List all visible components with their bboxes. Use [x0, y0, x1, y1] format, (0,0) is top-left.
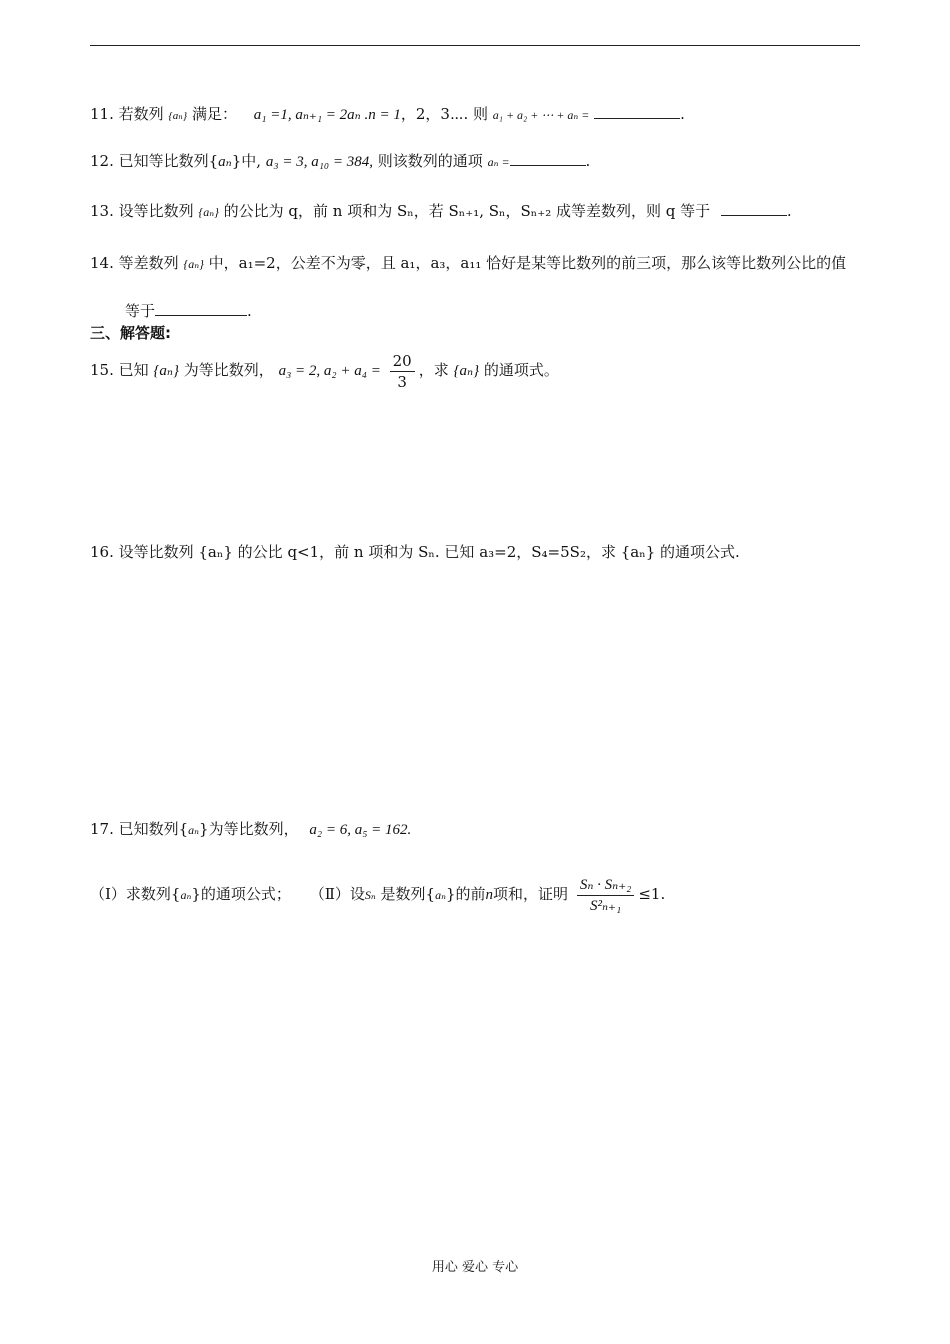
q14-text: 中，a₁=2，公差不为零，且 a₁，a₃，a₁₁ 恰好是某等比数列的前三项，那么该等比数列公比的值 [208, 254, 847, 272]
q12-term: aₙ = [487, 155, 510, 169]
q12-answer-blank [510, 151, 586, 166]
q15-fraction: $\frac{20}{3}$ [390, 351, 415, 392]
q13-text: 的公比为 q，前 n 项和为 Sₙ，若 Sₙ₊₁, Sₙ，Sₙ₊₂ 成等差数列，则 q 等于 [223, 202, 711, 220]
q13-answer-blank [721, 201, 787, 216]
section-heading: 三、解答题: [90, 324, 171, 342]
q11-sum: a₁ + a₂ + ⋯ + aₙ = [492, 108, 590, 122]
page-footer: 用心 爱心 专心 [431, 1260, 519, 1275]
q11-prefix: 11. 若数列 [90, 105, 164, 123]
question-11: 11. 若数列 {aₙ} 满足： a₁ =1, aₙ₊₁ = 2aₙ .n = 1，2，3⋯. 则 a₁ + a₂ + ⋯ + aₙ = . [90, 105, 685, 123]
question-13: 13. 设等比数列 {aₙ} 的公比为 q，前 n 项和为 Sₙ，若 Sₙ₊₁, Sₙ，Sₙ₊₂ 成等差数列，则 q 等于 . [90, 202, 792, 220]
q12-formula: a₃ = 3, a₁₀ = 384, [265, 154, 373, 170]
q17-part-1: （Ⅰ）求数列{ [90, 885, 181, 903]
q13-prefix: 13. 设等比数列 [90, 202, 194, 220]
q11-formula: a₁ =1, aₙ₊₁ = 2aₙ .n = 1 [253, 107, 401, 123]
question-14: 14. 等差数列 {aₙ} 中，a₁=2，公差不为零，且 a₁，a₃，a₁₁ 恰好是某等比数列的前三项，那么该等比数列公比的值 [90, 254, 847, 272]
q12-prefix: 12. 已知等比数列{ [90, 152, 219, 170]
q17-prefix: 17. 已知数列{ [90, 820, 189, 838]
q11-range: ，2，3⋯. 则 [400, 105, 488, 123]
q17-part-2: （Ⅱ）设 [309, 885, 365, 903]
q11-condition-label: 满足： [191, 105, 237, 123]
q17-formula: a₂ = 6, a₅ = 162. [309, 822, 412, 838]
header-rule [90, 45, 860, 46]
question-15: 15. 已知 {aₙ} 为等比数列， a₃ = 2, a₂ + a₄ = $\frac{20}{3}$ ，求 {aₙ} 的通项式。 [90, 351, 559, 391]
q15-prefix: 15. 已知 [90, 361, 149, 379]
question-16: 16. 设等比数列 {aₙ} 的公比 q<1，前 n 项和为 Sₙ. 已知 a₃=2，S₄=5S₂，求 {aₙ} 的通项公式. [90, 543, 740, 561]
q11-answer-blank [594, 104, 680, 119]
question-17-parts: （Ⅰ）求数列{aₙ}的通项公式； （Ⅱ）设Sₙ 是数列{aₙ}的前n项和，证明 $\frac{\text{Sₙ · Sₙ₊₂}}{\text{S²ₙ₊₁}}$ ≤1. [90, 876, 666, 914]
q15-formula: a₃ = 2, a₂ + a₄ = [278, 363, 381, 379]
q14-answer-blank [155, 301, 247, 316]
question-14-line2: 等于 . [125, 302, 252, 320]
q14-prefix: 14. 等差数列 [90, 254, 179, 272]
question-17: 17. 已知数列{aₙ}为等比数列， a₂ = 6, a₅ = 162. [90, 820, 412, 838]
q17-fraction: $\frac{\text{Sₙ · Sₙ₊₂}}{\text{S²ₙ₊₁}}$ [577, 875, 635, 916]
q12-ask: 则该数列的通项 [377, 152, 483, 170]
question-12: 12. 已知等比数列{aₙ}中, a₃ = 3, a₁₀ = 384, 则该数列的通项 aₙ = . [90, 152, 591, 170]
